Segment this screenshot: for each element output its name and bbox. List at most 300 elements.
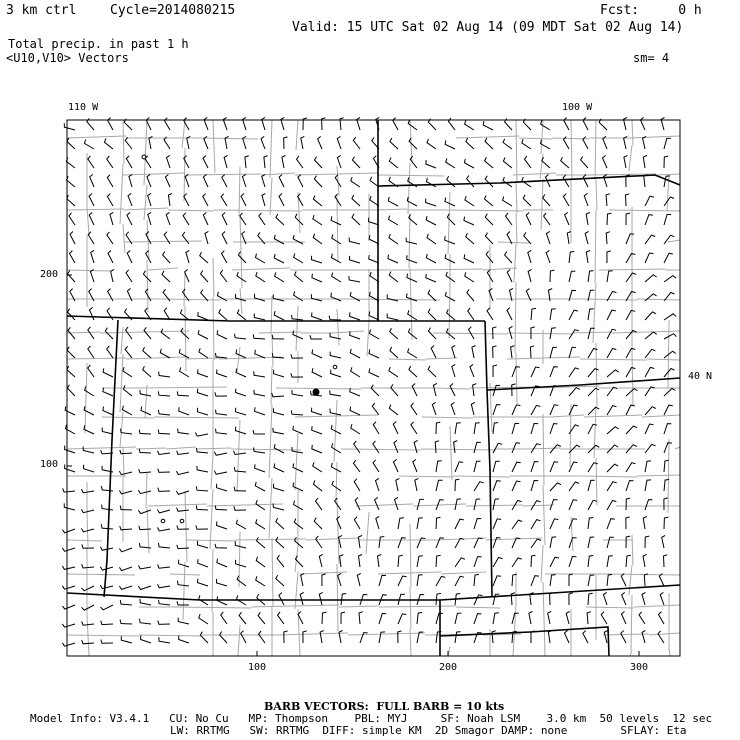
county-line [124, 208, 168, 210]
wind-barb [471, 402, 475, 415]
wind-barb [624, 155, 628, 168]
wind-barb [313, 462, 322, 472]
wind-barb [276, 518, 284, 529]
wind-barb [588, 271, 594, 282]
county-line [630, 650, 632, 656]
county-line [612, 331, 680, 333]
county-line [139, 635, 202, 636]
wind-barb [120, 450, 132, 454]
wind-barb [645, 235, 655, 244]
y-tick-200: 200 [40, 269, 59, 280]
wind-barb [301, 573, 305, 586]
wind-barb [607, 406, 617, 415]
county-line [584, 415, 642, 417]
wind-barb [407, 274, 417, 282]
model-info-line2: LW: RRTMG SW: RRTMG DIFF: simple KM 2D Smagor DAMP: none SFLAY: Eta [170, 724, 687, 737]
wind-barb [664, 197, 674, 206]
wind-barb [493, 576, 501, 586]
wind-barb [258, 612, 265, 624]
county-line [637, 299, 680, 300]
wind-barb [103, 388, 113, 396]
wind-barb [604, 174, 607, 187]
county-line [669, 649, 670, 656]
wind-barb [82, 564, 94, 568]
county-line [631, 595, 632, 650]
wind-barb [658, 631, 664, 643]
wind-barb [204, 117, 208, 130]
wind-barb [435, 441, 439, 453]
wind-barb [626, 405, 635, 415]
wind-barb [63, 488, 75, 492]
wind-barb [606, 194, 610, 206]
wind-barb [528, 269, 531, 282]
county-line [270, 178, 272, 215]
wind-barb [69, 213, 75, 225]
wind-barb [217, 579, 228, 586]
wind-barb [565, 630, 570, 643]
wind-barb [644, 574, 648, 586]
wind-barb [127, 213, 132, 226]
wind-barb [626, 498, 630, 510]
wind-barb [357, 573, 361, 586]
wind-barb [550, 405, 558, 415]
wind-barb [531, 631, 535, 643]
wind-barb [369, 349, 379, 358]
county-line [486, 538, 542, 540]
wind-barb [293, 235, 303, 244]
wind-barb [159, 600, 171, 605]
wind-barb [319, 554, 322, 567]
county-line [183, 562, 185, 620]
wind-barb [331, 254, 341, 263]
county-line [238, 625, 240, 656]
county-line [231, 449, 301, 450]
wind-barb [469, 327, 475, 339]
wind-barb [664, 276, 676, 282]
county-line [204, 138, 258, 139]
wind-barb [455, 632, 461, 643]
county-line [571, 120, 572, 180]
wind-barb [569, 347, 576, 358]
wind-barb [222, 175, 227, 187]
wind-barb [546, 231, 550, 244]
wind-barb [310, 335, 322, 339]
wind-barb [447, 309, 455, 320]
wind-barb [236, 560, 247, 567]
wind-barb [123, 367, 132, 377]
wind-barb [485, 176, 493, 187]
wind-barb [641, 117, 646, 130]
county-line [67, 136, 126, 138]
wind-barb [62, 586, 75, 589]
county-line [295, 173, 378, 175]
wind-barb [426, 254, 436, 263]
wind-barb [645, 444, 656, 453]
smoothing-label: sm= 4 [633, 51, 670, 65]
county-line [456, 136, 519, 138]
barb-legend: BARB VECTORS: FULL BARB = 10 kts [264, 700, 505, 713]
county-line [596, 458, 597, 505]
wind-barb [205, 231, 209, 244]
wind-barb [200, 252, 208, 263]
county-line [449, 210, 523, 211]
wind-barb [313, 234, 322, 244]
county-line [410, 587, 411, 629]
wind-barb [349, 276, 360, 282]
wind-barb [62, 548, 75, 551]
wind-barb [158, 527, 171, 531]
wind-barb [101, 486, 113, 491]
wind-barb [351, 177, 360, 187]
wind-barb [607, 271, 613, 282]
wind-barb [473, 384, 477, 396]
wind-barb [664, 235, 674, 244]
wind-barb [455, 519, 464, 529]
wind-barb [643, 555, 647, 568]
wind-barb [645, 275, 657, 282]
wind-barb [428, 290, 436, 301]
wind-barb [607, 310, 616, 320]
wind-barb [100, 585, 113, 589]
wind-barb [645, 480, 651, 491]
wind-barb [121, 429, 132, 434]
wind-barb [256, 519, 265, 529]
wind-barb [313, 215, 322, 225]
wind-barb [645, 196, 654, 206]
wind-barb [398, 576, 407, 586]
wind-barb [273, 408, 284, 415]
wind-barb [256, 272, 265, 282]
wind-barb [139, 565, 152, 569]
county-line [450, 426, 452, 480]
wind-barb [664, 498, 668, 510]
county-line [211, 455, 213, 489]
wind-barb [123, 385, 132, 396]
wind-barb [550, 483, 561, 491]
wind-barb [295, 271, 304, 282]
wind-barb [415, 478, 419, 491]
wind-barb [624, 117, 628, 130]
wind-barb [140, 390, 151, 396]
wind-barb [198, 408, 209, 415]
wind-barb [158, 584, 171, 588]
wind-barb [177, 601, 189, 605]
wind-barb [236, 427, 247, 434]
wind-barb [452, 364, 455, 377]
county-line [185, 306, 186, 371]
wind-barb [493, 385, 500, 396]
wind-barb [332, 443, 341, 453]
county-line [276, 388, 361, 389]
wind-barb [104, 139, 113, 150]
wind-barb [427, 139, 436, 149]
wind-barb [511, 593, 515, 605]
wind-barb [199, 614, 208, 624]
wind-barb [238, 252, 246, 263]
wind-barb [64, 123, 75, 130]
wind-barb [215, 353, 227, 358]
wind-barb [664, 443, 672, 453]
wind-barb [272, 353, 284, 358]
wind-barb [340, 555, 344, 567]
wind-barb [275, 272, 284, 282]
wind-barb [119, 490, 132, 494]
wind-barb [236, 408, 247, 415]
wind-barb [322, 574, 326, 586]
wind-barb [626, 555, 631, 567]
wind-barb [428, 309, 436, 320]
wind-barb [645, 500, 653, 510]
wind-barb [301, 136, 305, 149]
wind-barb [389, 157, 398, 168]
wind-barb [198, 330, 208, 339]
county-line [121, 327, 123, 354]
wind-barb [563, 194, 569, 206]
wind-barb [512, 558, 522, 567]
wind-barb [493, 461, 500, 472]
wind-barb [273, 428, 284, 434]
wind-barb [256, 576, 265, 586]
county-line [240, 288, 242, 314]
wind-barb [276, 575, 284, 586]
wind-barb [82, 586, 95, 591]
wind-barb [178, 581, 190, 586]
wind-barb [485, 214, 493, 225]
wind-barb [390, 347, 398, 358]
wind-barb [330, 352, 341, 358]
wind-barb [411, 422, 417, 434]
wind-barb [259, 631, 265, 643]
wind-barb [426, 216, 436, 225]
wind-barb [203, 213, 208, 226]
wind-barb [546, 250, 550, 263]
wind-barb [351, 424, 360, 434]
wind-barb [505, 252, 512, 264]
wind-barb [387, 314, 398, 320]
wind-barb [62, 624, 75, 627]
oklahoma-texas-border [440, 627, 609, 656]
wind-barb [455, 479, 459, 491]
wind-barb [626, 517, 630, 529]
wind-barb [217, 484, 228, 491]
county-line [339, 606, 379, 607]
county-line [269, 405, 272, 478]
wind-barb [138, 586, 151, 590]
wind-barb [255, 407, 265, 415]
wind-barb [387, 294, 398, 301]
county-line [433, 333, 507, 334]
wind-barb [626, 310, 635, 320]
county-line [337, 196, 338, 262]
wind-barb [139, 469, 151, 473]
wind-barb [158, 469, 170, 473]
wind-barb [126, 156, 132, 168]
wind-barb [122, 406, 132, 415]
wind-barb [512, 520, 522, 529]
wind-barb [303, 631, 307, 643]
wind-barb [186, 250, 189, 263]
wind-barb [664, 405, 673, 415]
wind-barb [511, 346, 515, 358]
wind-barb [493, 499, 499, 510]
wind-barb [292, 390, 303, 396]
wind-barb [166, 212, 170, 225]
station-marker-4 [180, 519, 184, 523]
wind-barb [222, 251, 228, 263]
wind-barb [234, 451, 247, 455]
wind-barb [474, 423, 480, 434]
wind-barb [564, 118, 569, 130]
wind-barb [645, 367, 654, 377]
wind-barb [235, 541, 246, 548]
wind-barb [626, 213, 630, 225]
wind-barb [284, 137, 288, 149]
wind-barb [503, 139, 512, 149]
wind-barb [143, 347, 151, 358]
wind-barb [588, 407, 599, 415]
wind-barb [607, 519, 615, 529]
wind-barb [493, 423, 498, 435]
wind-barb [388, 197, 398, 206]
wind-barb [588, 500, 597, 510]
wind-barb [177, 391, 189, 396]
wind-barb [512, 481, 521, 491]
wind-barb [274, 444, 284, 453]
wind-barb [67, 195, 75, 206]
county-line [123, 447, 124, 477]
wind-barb [159, 637, 170, 643]
county-line [541, 179, 543, 230]
wind-barb [408, 348, 417, 358]
wind-barb [398, 538, 406, 548]
wind-barb [185, 174, 189, 187]
wind-barb [645, 349, 655, 358]
wind-barb [240, 213, 246, 225]
county-line [410, 524, 411, 587]
wind-barb [313, 481, 322, 492]
wind-barb [417, 538, 425, 548]
county-line [675, 447, 680, 449]
wind-barb [607, 387, 617, 396]
county-line [213, 120, 215, 173]
wind-barb [512, 423, 519, 434]
wind-barb [528, 250, 531, 263]
wind-barb [588, 309, 594, 320]
county-line [523, 505, 554, 506]
wind-barb [493, 346, 497, 358]
wind-barb [316, 498, 323, 510]
wind-barb [312, 408, 323, 415]
wind-barb [255, 350, 265, 358]
county-line [144, 185, 147, 220]
wind-barb [376, 478, 380, 491]
wind-barb [335, 194, 341, 206]
wind-barb [110, 212, 113, 225]
wind-barb [216, 410, 228, 415]
wind-barb [379, 575, 386, 586]
wind-barb [88, 232, 94, 244]
wind-barb [524, 232, 531, 244]
wind-barb [219, 309, 227, 320]
wind-barb [217, 369, 227, 377]
wind-barb [357, 117, 360, 130]
wind-barb [281, 117, 284, 130]
wind-barb [203, 156, 208, 169]
wind-barb [221, 194, 227, 206]
wind-barb [621, 574, 626, 587]
county-line [595, 210, 596, 283]
wind-barb [465, 196, 474, 206]
wind-barb [315, 157, 323, 168]
county-line [408, 163, 410, 214]
county-line [296, 306, 298, 351]
wind-barb [561, 157, 569, 168]
wind-barb [542, 157, 550, 168]
county-line [295, 572, 298, 609]
county-line [147, 260, 148, 312]
wind-barb [88, 365, 94, 377]
county-line [519, 138, 552, 139]
wind-barb [531, 424, 538, 435]
wind-barb [588, 556, 593, 568]
county-line [668, 439, 669, 513]
wind-barb [322, 612, 326, 624]
wind-barb [585, 231, 588, 244]
wind-barb [177, 451, 189, 455]
south-dakota-nebraska-border [378, 175, 680, 186]
wind-barb [607, 349, 616, 359]
county-line [356, 504, 413, 506]
wind-barb [279, 194, 284, 207]
wind-barb [644, 175, 648, 187]
wind-barb [352, 157, 360, 168]
wind-barb [67, 176, 76, 187]
wind-barb [483, 121, 493, 130]
wind-barb [164, 308, 170, 320]
wind-barb [282, 156, 286, 169]
wind-barb [84, 465, 95, 472]
wind-barb [531, 481, 538, 492]
county-line [270, 120, 272, 178]
wind-barb [354, 479, 360, 491]
wind-barb [234, 506, 246, 510]
wind-barb [396, 478, 400, 491]
wind-barb [337, 136, 341, 149]
county-line [366, 512, 369, 554]
wind-barb [350, 407, 360, 416]
county-line [271, 296, 272, 334]
wind-barb [370, 330, 380, 339]
wind-barb [121, 636, 132, 643]
county-line [259, 332, 301, 333]
county-line [584, 299, 637, 300]
wind-barb [352, 214, 360, 225]
wind-barb [606, 232, 610, 244]
county-line [596, 343, 597, 406]
wind-barb [178, 429, 189, 435]
county-line [271, 367, 272, 405]
wind-barb [395, 497, 399, 510]
wind-barb [297, 156, 304, 168]
county-line [337, 499, 339, 564]
county-line [629, 565, 632, 595]
wind-barb [241, 631, 246, 643]
wind-barb [472, 346, 476, 359]
county-line [337, 564, 338, 631]
wind-barb [353, 137, 360, 149]
wind-barb [376, 516, 379, 529]
county-line [213, 297, 214, 360]
